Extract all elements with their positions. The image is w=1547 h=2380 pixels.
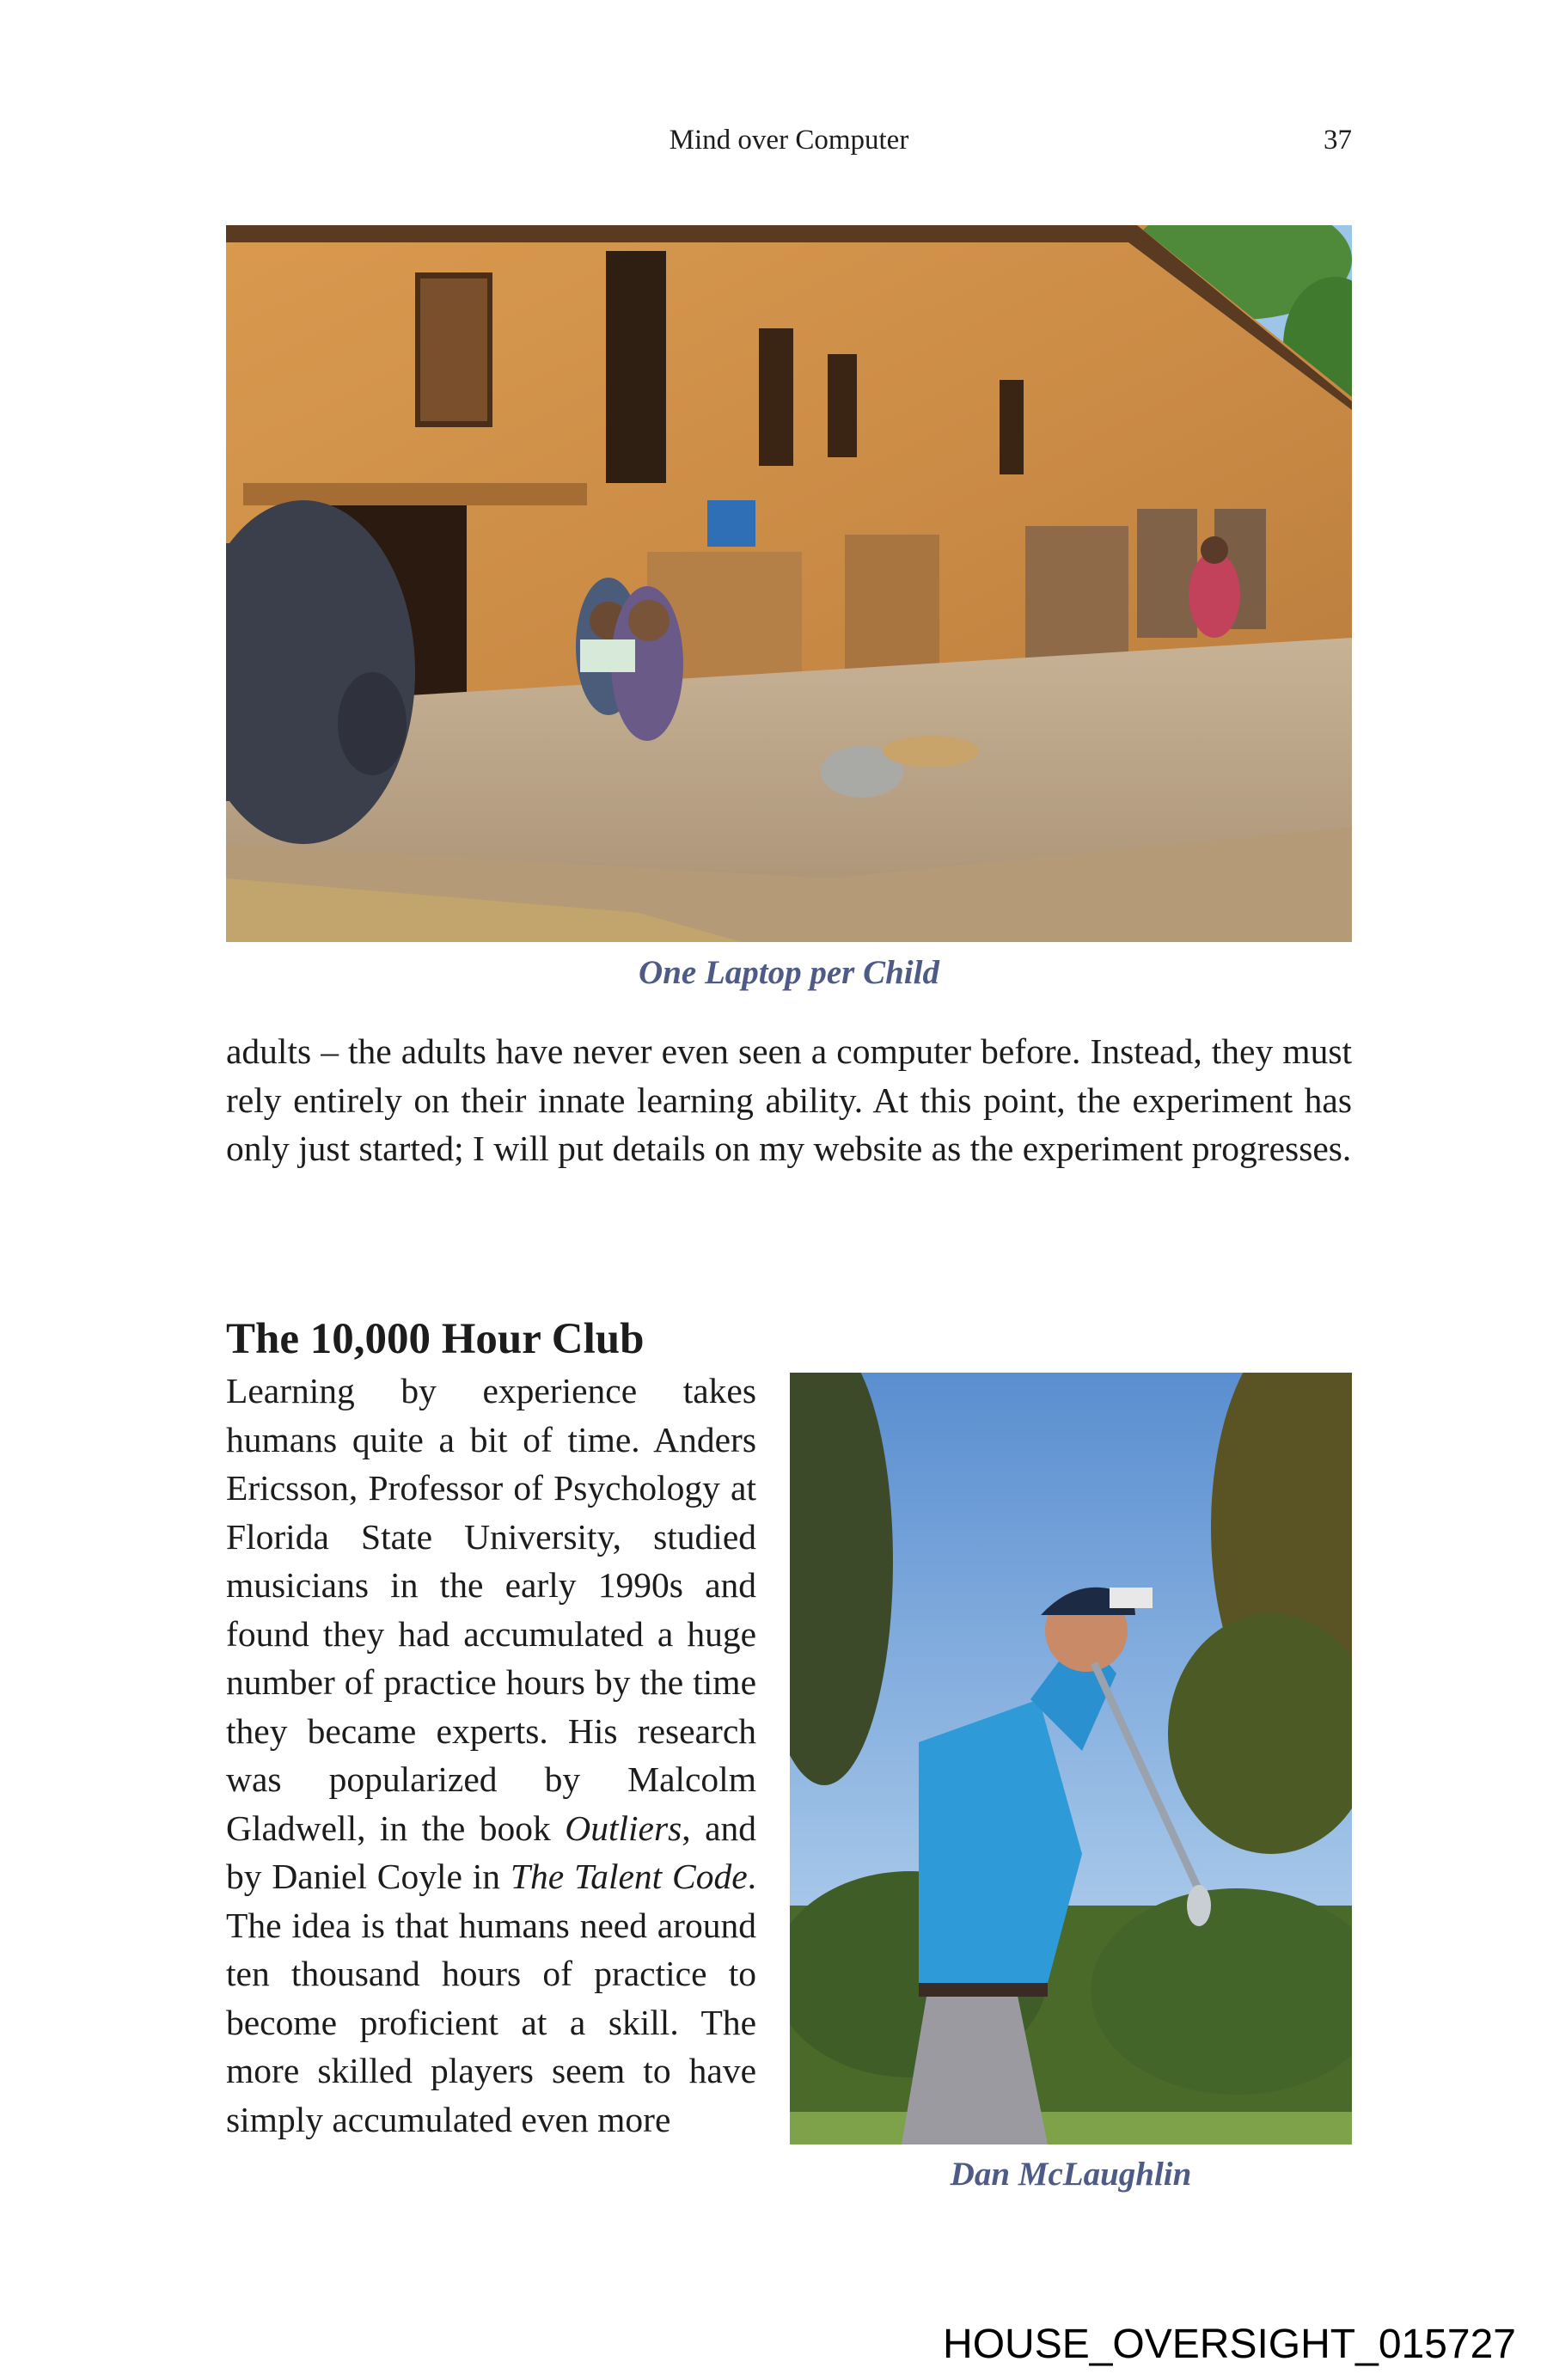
paragraph-2-text-a: Learning by experience takes humans quite a bit of time. Anders Ericsson, Professor of Psychology at Florida State University, studied musicians in the early 1990s and found they had accumulated a huge number of practice hours by the time they became experts. His research was popularized by Malcolm Gladwell, in the book [226, 1371, 756, 1848]
golfer-photo [790, 1373, 1352, 2144]
book-title-outliers: Outliers [565, 1808, 682, 1848]
village-photo [226, 225, 1352, 942]
village-photo-caption: One Laptop per Child [639, 954, 939, 991]
section-title: The 10,000 Hour Club [226, 1315, 645, 1363]
book-title-talent-code: The Talent Code [510, 1857, 748, 1896]
running-title: Mind over Computer [669, 125, 909, 156]
paragraph-2 [226, 1367, 756, 2144]
running-head [226, 123, 1352, 157]
page-number: 37 [1324, 125, 1352, 156]
paragraph-2-text-b: , and by Daniel Coyle in [226, 1808, 756, 1896]
golfer-photo-caption: Dan McLaughlin [950, 2156, 1192, 2193]
bates-number: HOUSE_OVERSIGHT_015727 [943, 2322, 1516, 2367]
paragraph-1: adults – the adults have never even seen a computer before. Instead, they must rely entirely on their innate learning ability. At this point, the experiment has only just started; I will put details on my website as the experiment progresses. [226, 1031, 1352, 1168]
paragraph-2-text-c: . The idea is that humans need around ten thousand hours of practice to become proficient at a skill. The more skilled players seem to have simply accumulated even more [226, 1857, 756, 2139]
